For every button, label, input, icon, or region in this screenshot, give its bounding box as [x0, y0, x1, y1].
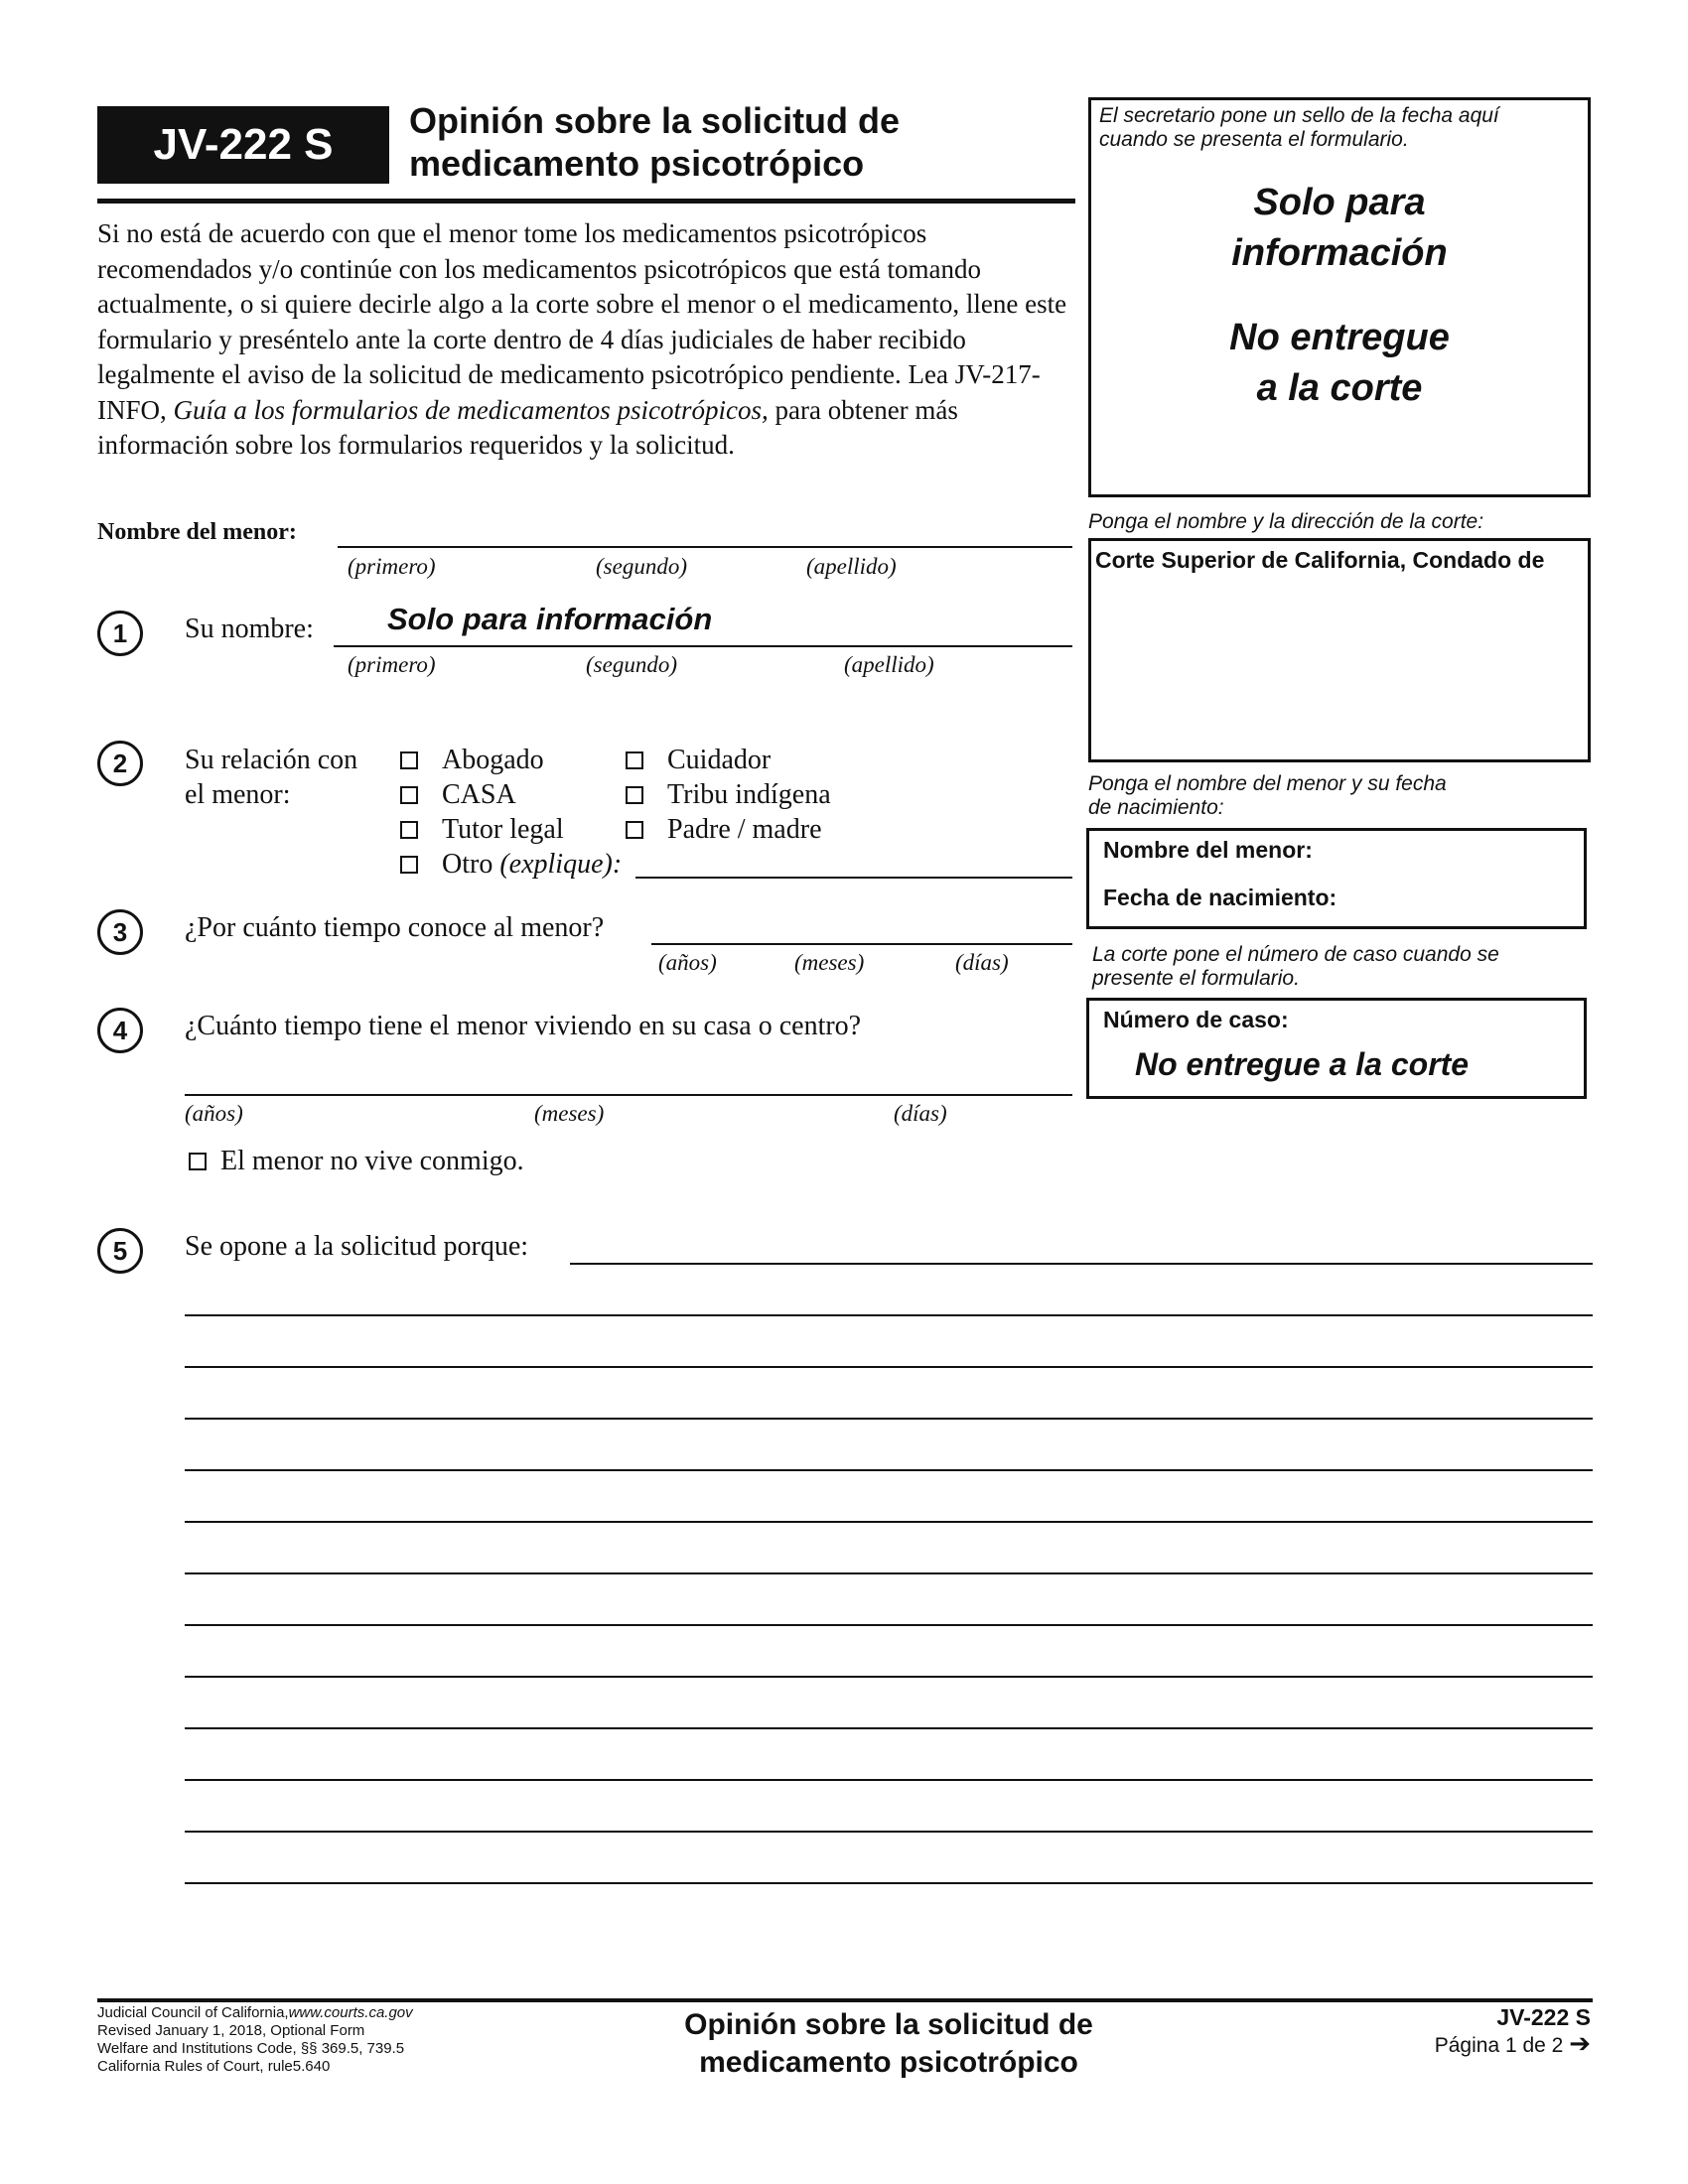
item-number-3: 3	[97, 909, 143, 955]
your-name-middle-caption: (segundo)	[586, 652, 677, 677]
stamp-text	[1091, 178, 1588, 414]
case-number-value: No entregue a la corte	[1135, 1046, 1470, 1082]
stamp-line2: información	[1231, 232, 1448, 274]
footer-revised: Revised January 1, 2018, Optional Form	[97, 2022, 365, 2039]
stamp-line3: No entregue	[1229, 317, 1450, 358]
option-padre-madre-label: Padre / madre	[667, 814, 822, 845]
option-otro[interactable]	[400, 847, 622, 882]
form-title-line1: Opinión sobre la solicitud de	[409, 100, 901, 141]
objection-line[interactable]	[185, 1314, 1593, 1316]
known-duration-months-caption: (meses)	[794, 950, 865, 975]
objection-line[interactable]	[185, 1418, 1593, 1420]
option-otro-explain: (explique):	[499, 849, 623, 880]
stamp-line1: Solo para	[1253, 182, 1426, 223]
known-duration-years-caption: (años)	[658, 950, 717, 975]
form-title-line2: medicamento psicotrópico	[409, 143, 865, 184]
option-not-living-with-me[interactable]	[189, 1146, 524, 1177]
footer-right	[1435, 2004, 1591, 2059]
living-duration-years-caption: (años)	[185, 1101, 243, 1126]
form-id-badge: JV-222 S	[97, 106, 389, 184]
footer-title	[606, 2006, 1172, 2082]
child-info-note	[1088, 772, 1447, 820]
checkbox-cuidador[interactable]	[626, 751, 643, 769]
known-duration-days-caption: (días)	[955, 950, 1009, 975]
item-number-1: 1	[97, 611, 143, 656]
child-info-box[interactable]	[1086, 828, 1587, 929]
child-info-dob-label: Fecha de nacimiento:	[1103, 885, 1337, 910]
your-name-field[interactable]	[334, 645, 1072, 647]
checkbox-padre-madre[interactable]	[626, 821, 643, 839]
case-number-label: Número de caso:	[1103, 1007, 1289, 1032]
option-abogado[interactable]	[400, 743, 622, 777]
option-abogado-label: Abogado	[442, 745, 544, 775]
objection-line[interactable]	[185, 1676, 1593, 1678]
objection-line[interactable]	[570, 1263, 1593, 1265]
intro-text-1: Si no está de acuerdo con que el menor tome los medicamentos psicotrópicos recomendados y/o continúe con los medicamentos psicotrópicos que está tomando actualmente, o si quiere decirle algo a la corte sobre el menor o el medicamento, llene este formulario y preséntelo ante la corte dentro de 4 días judiciales de haber recibido legalmente el aviso de la solicitud de medicamento psicotrópico pendiente. Lea JV-217-INFO,	[97, 218, 1067, 425]
objection-lines[interactable]	[185, 1314, 1593, 1884]
footer-left	[97, 2004, 413, 2076]
form-title	[409, 99, 900, 185]
checkbox-tribu-indigena[interactable]	[626, 786, 643, 804]
child-info-note-line1: Ponga el nombre del menor y su fecha	[1088, 772, 1447, 795]
option-tutor-legal-label: Tutor legal	[442, 814, 564, 845]
your-name-label: Su nombre:	[185, 614, 314, 644]
footer-rules: California Rules of Court, rule5.640	[97, 2058, 331, 2075]
other-explain-field[interactable]	[635, 877, 1072, 879]
child-name-first-caption: (primero)	[348, 554, 436, 579]
living-duration-field[interactable]	[185, 1094, 1072, 1096]
option-cuidador[interactable]	[626, 743, 831, 777]
relationship-options-col1	[400, 743, 622, 882]
intro-guide-title: Guía a los formularios de medicamentos psicotrópicos,	[173, 394, 769, 425]
child-name-last-caption: (apellido)	[806, 554, 897, 579]
option-casa[interactable]	[400, 777, 622, 812]
checkbox-casa[interactable]	[400, 786, 418, 804]
option-otro-label: Otro	[442, 849, 493, 880]
objection-line[interactable]	[185, 1521, 1593, 1523]
checkbox-not-living-with-me[interactable]	[189, 1153, 207, 1170]
footer-council: Judicial Council of California,	[97, 2004, 289, 2021]
living-duration-label: ¿Cuánto tiempo tiene el menor viviendo en su casa o centro?	[185, 1011, 862, 1041]
case-number-box[interactable]	[1086, 998, 1587, 1099]
known-duration-field[interactable]	[651, 943, 1072, 945]
court-note: Ponga el nombre y la dirección de la corte:	[1088, 510, 1484, 533]
stamp-line4: a la corte	[1256, 367, 1423, 409]
footer-rule	[97, 1998, 1593, 2002]
objection-line[interactable]	[185, 1572, 1593, 1574]
checkbox-abogado[interactable]	[400, 751, 418, 769]
child-name-middle-caption: (segundo)	[596, 554, 687, 579]
next-page-arrow-icon[interactable]: ➔	[1569, 2028, 1591, 2058]
objection-line[interactable]	[185, 1882, 1593, 1884]
your-name-value: Solo para información	[387, 602, 713, 636]
clerk-note-line1: El secretario pone un sello de la fecha aquí	[1099, 104, 1499, 127]
intro-text-2: para obtener más información sobre los formularios requeridos y la solicitud.	[97, 394, 958, 460]
clerk-stamp-box	[1088, 97, 1591, 497]
child-info-name-label: Nombre del menor:	[1103, 837, 1313, 863]
objection-line[interactable]	[185, 1727, 1593, 1729]
objection-line[interactable]	[185, 1366, 1593, 1368]
child-name-label: Nombre del menor:	[97, 519, 297, 545]
not-living-with-me-label: El menor no vive conmigo.	[220, 1146, 524, 1176]
clerk-note	[1099, 104, 1499, 152]
court-name: Corte Superior de California, Condado de	[1095, 547, 1545, 573]
clerk-note-line2: cuando se presenta el formulario.	[1099, 128, 1409, 151]
court-box[interactable]	[1088, 538, 1591, 762]
known-duration-label: ¿Por cuánto tiempo conoce al menor?	[185, 912, 605, 943]
your-name-first-caption: (primero)	[348, 652, 436, 677]
objection-line[interactable]	[185, 1469, 1593, 1471]
option-cuidador-label: Cuidador	[667, 745, 772, 775]
option-tribu-indigena[interactable]	[626, 777, 831, 812]
footer-code: Welfare and Institutions Code, §§ 369.5, 739.5	[97, 2040, 405, 2057]
relationship-options-col2	[626, 743, 831, 847]
child-info-note-line2: de nacimiento:	[1088, 796, 1224, 819]
case-note-line1: La corte pone el número de caso cuando se	[1092, 943, 1499, 966]
header-rule	[97, 199, 1075, 204]
item-number-4: 4	[97, 1008, 143, 1053]
footer-url: www.courts.ca.gov	[288, 2004, 413, 2021]
objection-line[interactable]	[185, 1779, 1593, 1781]
case-note-line2: presente el formulario.	[1092, 967, 1300, 990]
child-name-field[interactable]	[338, 546, 1072, 548]
checkbox-tutor-legal[interactable]	[400, 821, 418, 839]
footer-title-line2: medicamento psicotrópico	[699, 2046, 1078, 2079]
option-padre-madre[interactable]	[626, 812, 831, 847]
item-number-5: 5	[97, 1228, 143, 1274]
relationship-label-line1: Su relación con	[185, 745, 358, 775]
option-tribu-indigena-label: Tribu indígena	[667, 779, 831, 810]
footer-form-id: JV-222 S	[1496, 2004, 1591, 2030]
option-casa-label: CASA	[442, 779, 516, 810]
case-note	[1092, 943, 1499, 991]
relationship-label-line2: el menor:	[185, 779, 291, 810]
living-duration-days-caption: (días)	[894, 1101, 947, 1126]
objection-label: Se opone a la solicitud porque:	[185, 1231, 529, 1262]
intro-paragraph	[97, 216, 1075, 464]
objection-line[interactable]	[185, 1624, 1593, 1626]
footer-title-line1: Opinión sobre la solicitud de	[684, 2008, 1093, 2041]
checkbox-otro[interactable]	[400, 856, 418, 874]
living-duration-months-caption: (meses)	[534, 1101, 605, 1126]
item-number-2: 2	[97, 741, 143, 786]
option-tutor-legal[interactable]	[400, 812, 622, 847]
footer-page-number: Página 1 de 2	[1434, 2034, 1564, 2057]
relationship-label	[185, 743, 357, 812]
your-name-last-caption: (apellido)	[844, 652, 934, 677]
objection-line[interactable]	[185, 1831, 1593, 1833]
